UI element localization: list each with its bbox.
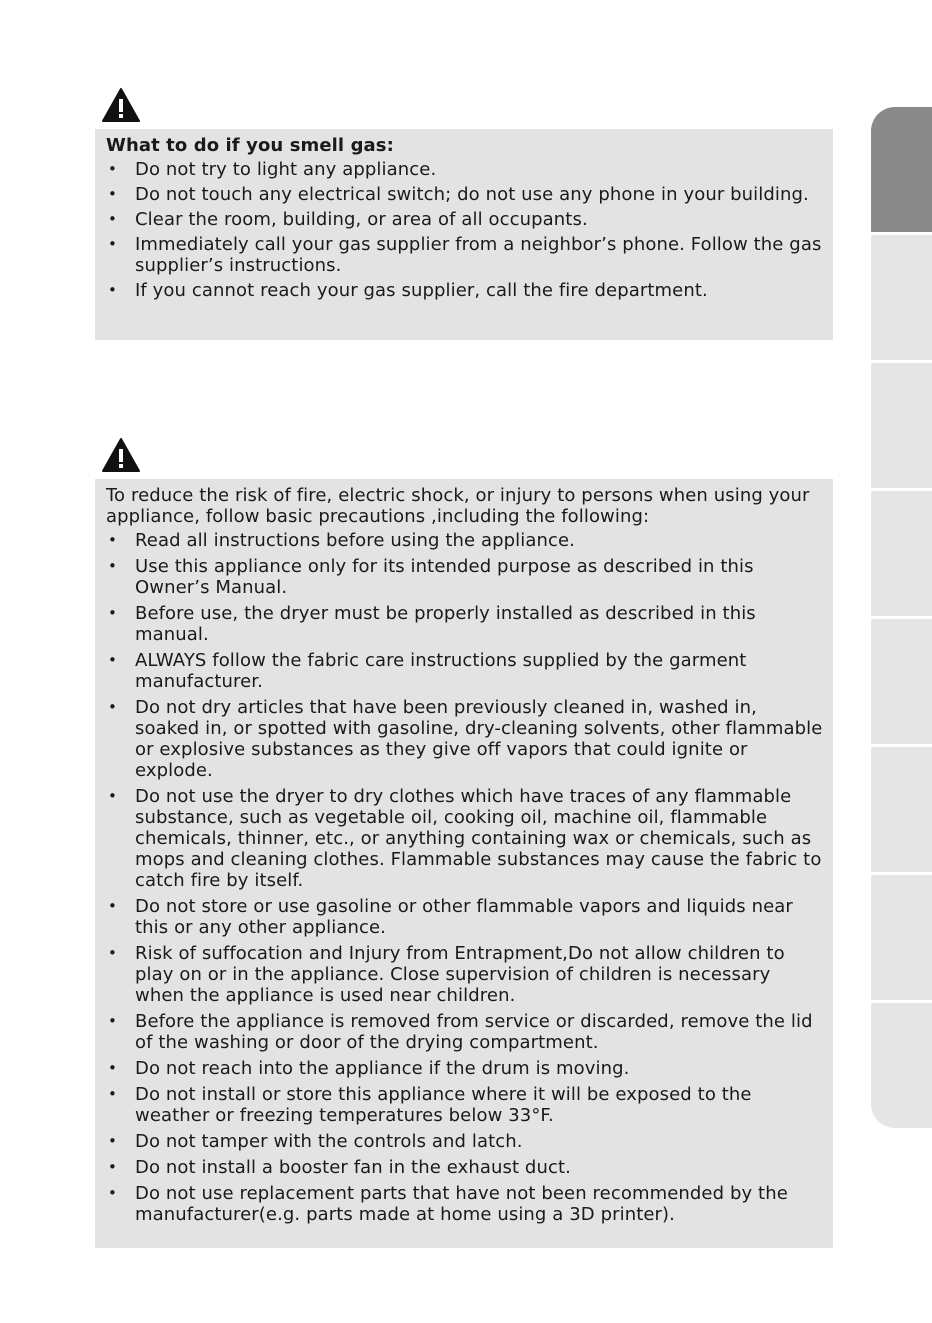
list-item-text: Before use, the dryer must be properly installed as described in this manual. — [135, 603, 756, 645]
side-tab-6[interactable] — [871, 747, 932, 872]
bullet-icon: • — [108, 1132, 117, 1150]
bullet-icon: • — [108, 281, 117, 299]
list-item-text: Do not install a booster fan in the exhaust duct. — [135, 1157, 571, 1178]
list-item — [106, 1058, 823, 1079]
section-tabs — [871, 107, 932, 1129]
bullet-icon: • — [108, 944, 117, 962]
bullet-icon: • — [108, 1158, 117, 1176]
list-item — [106, 1011, 823, 1053]
bullet-icon: • — [108, 897, 117, 915]
bullet-icon: • — [108, 787, 117, 805]
list-item — [106, 209, 823, 230]
side-tab-3[interactable] — [871, 363, 932, 488]
list-item — [106, 280, 823, 301]
bullet-icon: • — [108, 235, 117, 253]
list-item — [106, 896, 823, 938]
list-item — [106, 1131, 823, 1152]
safety-instructions-box — [95, 479, 833, 1248]
list-item-text: Do not install or store this appliance where it will be exposed to the weather or freezing temperatures below 33°F. — [135, 1084, 752, 1126]
list-item-text: Immediately call your gas supplier from a neighbor’s phone. Follow the gas supplier’s instructions. — [135, 234, 822, 276]
gas-safety-box — [95, 129, 833, 340]
list-item-text: If you cannot reach your gas supplier, call the fire department. — [135, 280, 708, 301]
bullet-icon: • — [108, 1059, 117, 1077]
list-item-text: Use this appliance only for its intended purpose as described in this Owner’s Manual. — [135, 556, 754, 598]
list-item-text: Do not store or use gasoline or other flammable vapors and liquids near this or any other appliance. — [135, 896, 793, 938]
bullet-icon: • — [108, 1012, 117, 1030]
list-item-text: Do not dry articles that have been previously cleaned in, washed in, soaked in, or spotted with gasoline, dry-cleaning solvents, other flammable or explosive substances as they give off vapors that could ignite or explode. — [135, 697, 823, 781]
side-tab-7[interactable] — [871, 875, 932, 1000]
bullet-icon: • — [108, 557, 117, 575]
list-item — [106, 556, 823, 598]
list-item — [106, 159, 823, 180]
list-item-text: Do not reach into the appliance if the drum is moving. — [135, 1058, 630, 1079]
list-item-text: ALWAYS follow the fabric care instructions supplied by the garment manufacturer. — [135, 650, 747, 692]
list-item-text: Do not touch any electrical switch; do not use any phone in your building. — [135, 184, 809, 205]
list-item-text: Risk of suffocation and Injury from Entrapment,Do not allow children to play on or in the appliance. Close supervision of children is necessary when the appliance is used near children. — [135, 943, 785, 1006]
bullet-icon: • — [108, 185, 117, 203]
list-item — [106, 234, 823, 276]
safety-instructions-list — [106, 530, 823, 1225]
warning-triangle-icon — [101, 437, 141, 473]
list-item-text: Do not use replacement parts that have not been recommended by the manufacturer(e.g. parts made at home using a 3D printer). — [135, 1183, 788, 1225]
side-tab-1[interactable] — [871, 107, 932, 232]
list-item — [106, 1157, 823, 1178]
list-item-text: Do not tamper with the controls and latch. — [135, 1131, 523, 1152]
bullet-icon: • — [108, 531, 117, 549]
list-item — [106, 697, 823, 781]
bullet-icon: • — [108, 604, 117, 622]
list-item — [106, 184, 823, 205]
bullet-icon: • — [108, 698, 117, 716]
side-tab-8[interactable] — [871, 1003, 932, 1128]
list-item — [106, 1183, 823, 1225]
gas-safety-list — [106, 159, 823, 301]
list-item — [106, 530, 823, 551]
list-item — [106, 603, 823, 645]
side-tab-5[interactable] — [871, 619, 932, 744]
list-item — [106, 943, 823, 1006]
bullet-icon: • — [108, 160, 117, 178]
bullet-icon: • — [108, 1085, 117, 1103]
list-item — [106, 786, 823, 891]
warning-triangle-icon — [101, 87, 141, 123]
list-item-text: Read all instructions before using the appliance. — [135, 530, 576, 551]
list-item-text: Clear the room, building, or area of all occupants. — [135, 209, 588, 230]
gas-safety-heading: What to do if you smell gas: — [106, 135, 394, 156]
bullet-icon: • — [108, 1184, 117, 1202]
bullet-icon: • — [108, 210, 117, 228]
list-item-text: Do not try to light any appliance. — [135, 159, 437, 180]
safety-intro: To reduce the risk of fire, electric shock, or injury to persons when using your appliance, follow basic precautions ,including the following: — [106, 485, 810, 527]
side-tab-4[interactable] — [871, 491, 932, 616]
list-item — [106, 650, 823, 692]
bullet-icon: • — [108, 651, 117, 669]
list-item — [106, 1084, 823, 1126]
list-item-text: Do not use the dryer to dry clothes which have traces of any flammable substance, such as vegetable oil, cooking oil, machine oil, flammable chemicals, thinner, etc., or anything containing wax or chemicals, such as mops and cleaning clothes. Flammable substances may cause the fabric to catch fire by itself. — [135, 786, 822, 891]
side-tab-2[interactable] — [871, 235, 932, 360]
list-item-text: Before the appliance is removed from service or discarded, remove the lid of the washing or door of the drying compartment. — [135, 1011, 813, 1053]
